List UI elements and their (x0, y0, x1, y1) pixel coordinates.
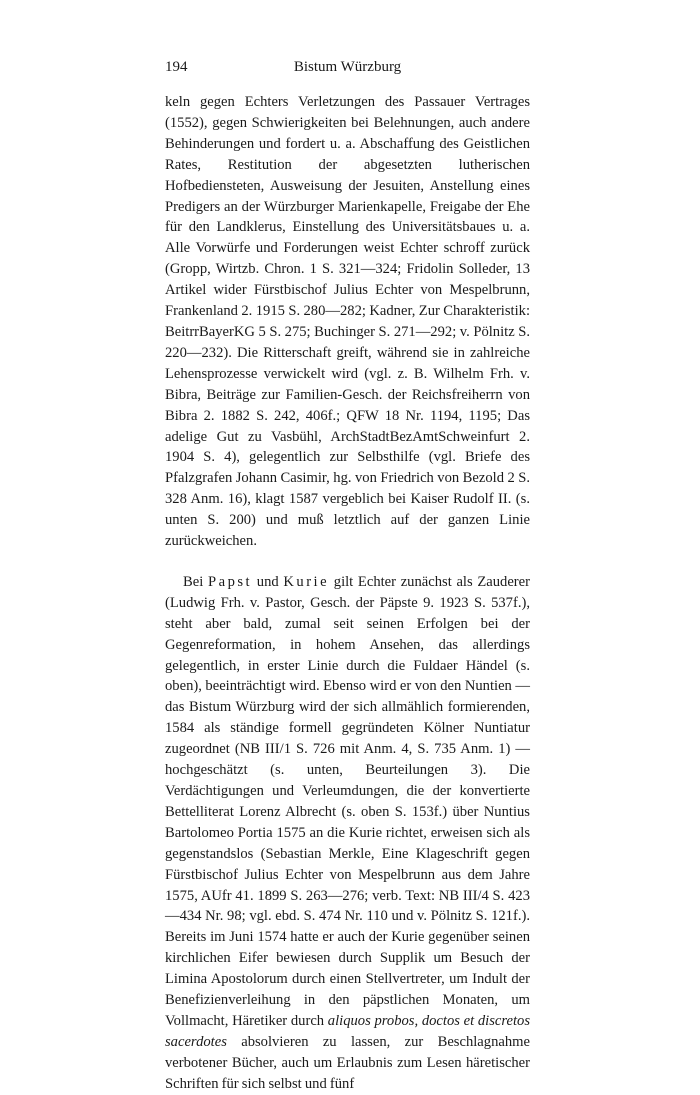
paragraph-2 (165, 572, 530, 1095)
paragraph-2-text-b: absolvieren zu lassen, zur Beschlagnahme verbotener Bücher, auch um Erlaubnis zum Lesen häretischer Schriften für sich selbst und fünf (165, 1033, 530, 1092)
page-number: 194 (165, 59, 188, 75)
emphasis-papst: Papst (207, 573, 253, 590)
running-title: Bistum Würzburg (293, 59, 402, 75)
paragraph-1: keln gegen Echters Verletzungen des Passauer Vertrages (1552), gegen Schwierigkeiten bei Belehnungen, auch andere Behinderungen und fordert u. a. Abschaffung des Geistlichen Rates, Restitution der abgesetzten lutherischen Hofbediensteten, Ausweisung der Jesuiten, Anstellung eines Predigers an der Würzburger Marienkapelle, Freigabe der Ehe für den Landklerus, Einstellung des Universitätsbaues u. a. Alle Vorwürfe und Forderungen weist Echter schroff zurück (Gropp, Wirtzb. Chron. 1 S. 321—324; Fridolin Solleder, 13 Artikel wider Fürstbischof Julius Echter von Mespelbrunn, Frankenland 2. 1915 S. 280—282; Kadner, Zur Charakteristik: BeitrrBayerKG 5 S. 275; Buchinger S. 271—292; v. Pölnitz S. 220—232). Die Ritterschaft greift, während sie in zahlreiche Lehensprozesse verwickelt wird (vgl. z. B. Wilhelm Frh. v. Bibra, Beiträge zur Familien-Gesch. der Reichsfreiherrn von Bibra 2. 1882 S. 242, 406f.; QFW 18 Nr. 1194, 1195; Das adelige Gut zu Vasbühl, ArchStadtBezAmtSchweinfurt 2. 1904 S. 4), gelegentlich zur Selbsthilfe (vgl. Briefe des Pfalzgrafen Johann Casimir, hg. von Friedrich von Bezold 2 S. 328 Anm. 16), klagt 1587 vergeblich bei Kaiser Rudolf II. (s. unten S. 200) und muß letztlich auf der ganzen Linie zurückweichen. (165, 94, 530, 550)
paragraph-2-text-a: gilt Echter zunächst als Zauderer (Ludwig Frh. v. Pastor, Gesch. der Päpste 9. 1923 S. 537f.), steht aber bald, zumal seit seinen Erfolgen bei der Gegenreformation, in hohem Ansehen, das allerdings gelegentlich, in erster Linie durch die Fuldaer Händel (s. oben), beeinträchtigt wird. Ebenso wird er von den Nuntien — das Bistum Würzburg wird der sich allmählich formierenden, 1584 als ständige formell gegründeten Kölner Nuntiatur zugeordnet (NB III/1 S. 726 mit Anm. 4, S. 735 Anm. 1) — hochgeschätzt (s. unten, Beurteilungen 3). Die Verdächtigungen und Verleumdungen, die der konvertierte Bettelliterat Lorenz Albrecht (s. oben S. 153f.) über Nuntius Bartolomeo Portia 1575 an die Kurie richtet, erweisen sich als gegenstandslos (Sebastian Merkle, Eine Klageschrift gegen Fürstbischof Julius Echter von Mespelbrunn aus dem Jahre 1575, AUfr 41. 1899 S. 263—276; verb. Text: NB III/4 S. 423—434 Nr. 98; vgl. ebd. S. 474 Nr. 110 und v. Pölnitz S. 121f.). Bereits im Juni 1574 hatte er auch der Kurie gegenüber seinen kirchlichen Eifer bewiesen durch Supplik um Besuch der Limina Apostolorum durch einen Stellvertreter, um Indult der Benefizienverleihung in den päpstlichen Monaten, um Vollmacht, Häretiker durch (165, 573, 531, 1029)
paragraph-2-conjunction: und (252, 573, 284, 590)
latin-phrase: aliquos probos, doctos et discretos sacerdotes (165, 1012, 531, 1050)
emphasis-kurie: Kurie (283, 573, 330, 590)
body-text (165, 92, 530, 1095)
paragraph-2-lead: Bei (183, 573, 208, 590)
